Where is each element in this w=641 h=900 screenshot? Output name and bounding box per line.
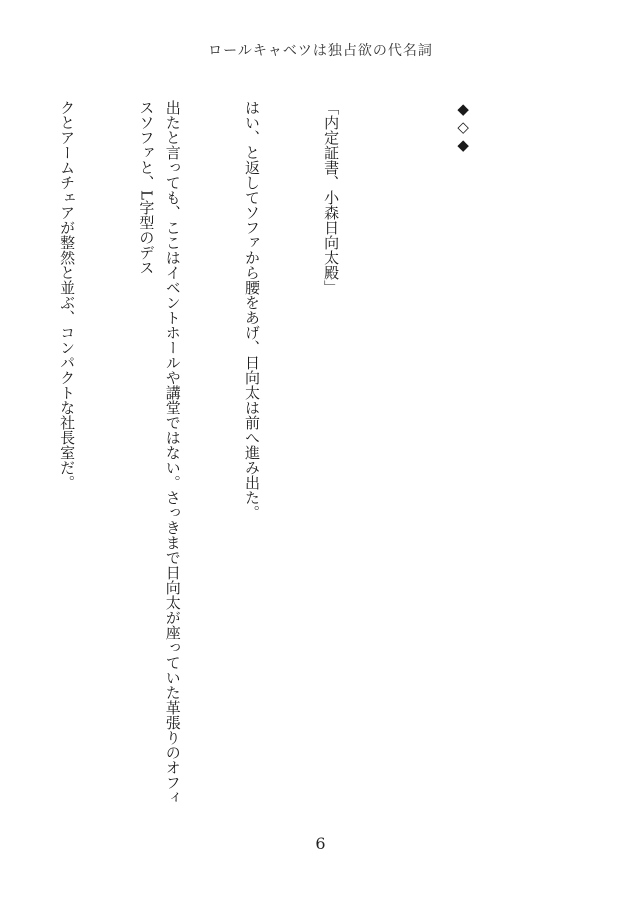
text-line: 出たと言っても、ここはイベントホールや講堂ではない。さっきまで日向太が座っていた革張りのオフィスソファと、L字型のデス — [137, 100, 182, 805]
text-line — [0, 100, 1, 808]
page-number: 6 — [315, 834, 326, 853]
section-break-ornament: ◆◇◆ — [454, 100, 473, 154]
body-text — [0, 100, 529, 808]
text-line: クとアームチェアが整然と並ぶ、コンパクトな社長室だ。 — [58, 100, 77, 490]
running-header: ロールキャベツは独占欲の代名詞 — [208, 43, 433, 59]
text-line: はい、と返してソファから腰をあげ、日向太は前へ進み出た。 — [242, 100, 261, 520]
text-line: 「内定証書、小森日向太殿」 — [322, 100, 341, 295]
